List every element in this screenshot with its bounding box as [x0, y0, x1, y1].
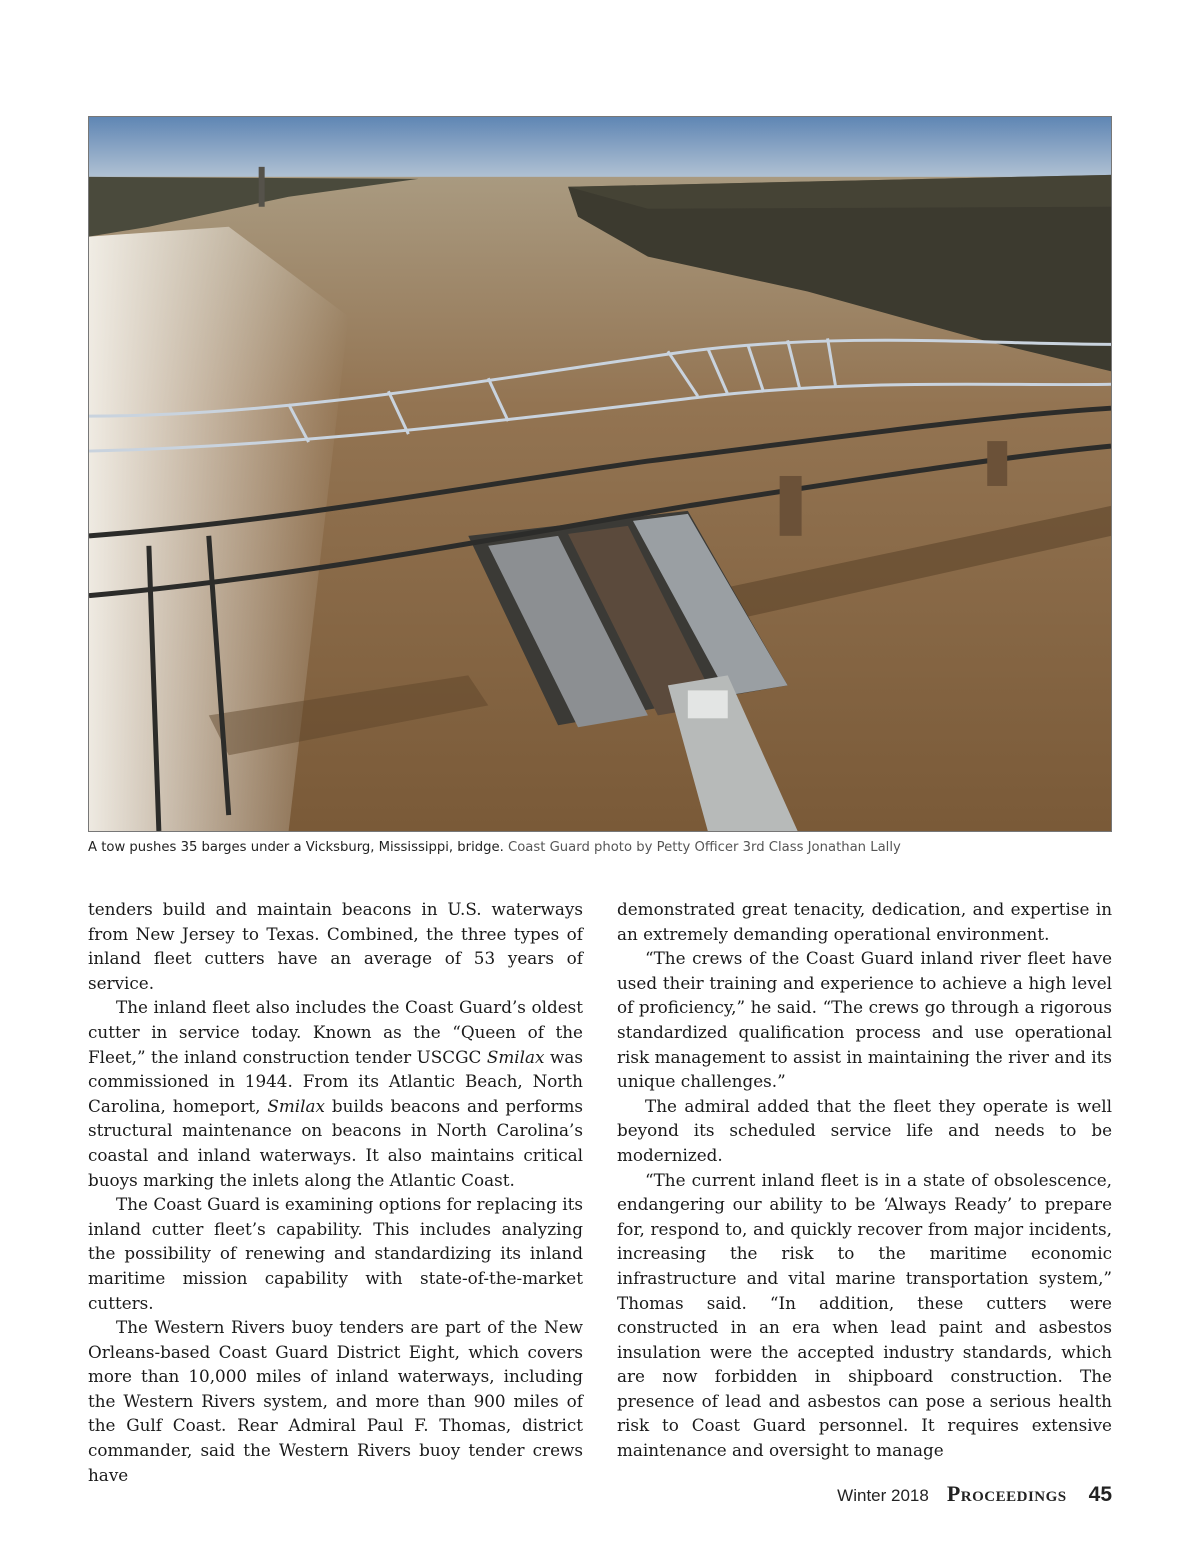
paragraph: “The current inland fleet is in a state of obsolescence, endangering our ability to be ‘Always Ready’ to prepare for, respond to, and quickly recover from major incidents, increasing the risk to the maritime economic infrastructure and vital marine transportation system,” Thomas said. “In addition, these cutters were constructed in an era when lead paint and asbestos insulation were the accepted industry standards, which are now forbidden in shipboard construction. The presence of lead and asbestos can pose a serious health risk to Coast Guard personnel. It requires extensive maintenance and oversight to manage [617, 1169, 1112, 1461]
paragraph: The inland fleet also includes the Coast Guard’s oldest cutter in service today. Known as the “Queen of the Fleet,” the inland construction tender USCGC Smilax was commissioned in 1944. From its Atlantic Beach, North Carolina, homeport, Smilax builds beacons and performs structural maintenance on beacons in North Carolina’s coastal and inland waterways. It also maintains critical buoys marking the inlets along the Atlantic Coast. [88, 997, 583, 1190]
article-left-column [88, 897, 583, 1487]
page-footer [837, 1481, 1112, 1511]
paragraph: The Coast Guard is examining options for replacing its inland cutter fleet’s capability. This includes analyzing the possibility of renewing and standardizing its inland maritime mission capability with state-of-the-market cutters. [88, 1194, 583, 1313]
sky [89, 117, 1111, 183]
photo-credit: Coast Guard photo by Petty Officer 3rd Class Jonathan Lally [508, 840, 901, 855]
photo-caption [88, 838, 1118, 858]
caption-text: A tow pushes 35 barges under a Vicksburg, Mississippi, bridge. [88, 840, 504, 855]
paragraph: demonstrated great tenacity, dedication, and expertise in an extremely demanding operational environment. [617, 899, 1112, 944]
paragraph: “The crews of the Coast Guard inland river fleet have used their training and experience to achieve a high level of proficiency,” he said. “The crews go through a rigorous standardized qualification process and use operational risk management to assist in maintaining the river and its unique challenges.” [617, 948, 1112, 1092]
river-bridge-photo [89, 117, 1111, 831]
paragraph: The admiral added that the fleet they operate is well beyond its scheduled service life and needs to be modernized. [617, 1095, 1112, 1165]
page-number: 45 [1088, 1483, 1112, 1506]
paragraph: The Western Rivers buoy tenders are part of the New Orleans-based Coast Guard District Eight, which covers more than 10,000 miles of inland waterways, including the Western Rivers system, and more than 900 miles of the Gulf Coast. Rear Admiral Paul F. Thomas, district commander, said the Western Rivers buoy tender crews have [88, 1317, 583, 1485]
paragraph: tenders build and maintain beacons in U.S. waterways from New Jersey to Texas. Combined, the three types of inland fleet cutters have an average of 53 years of service. [88, 899, 583, 993]
magazine-title: Proceedings [946, 1481, 1067, 1506]
article-photo [88, 116, 1112, 832]
issue-date: Winter 2018 [837, 1486, 929, 1505]
bridge-pier [780, 476, 802, 536]
article-right-column [617, 897, 1112, 1463]
